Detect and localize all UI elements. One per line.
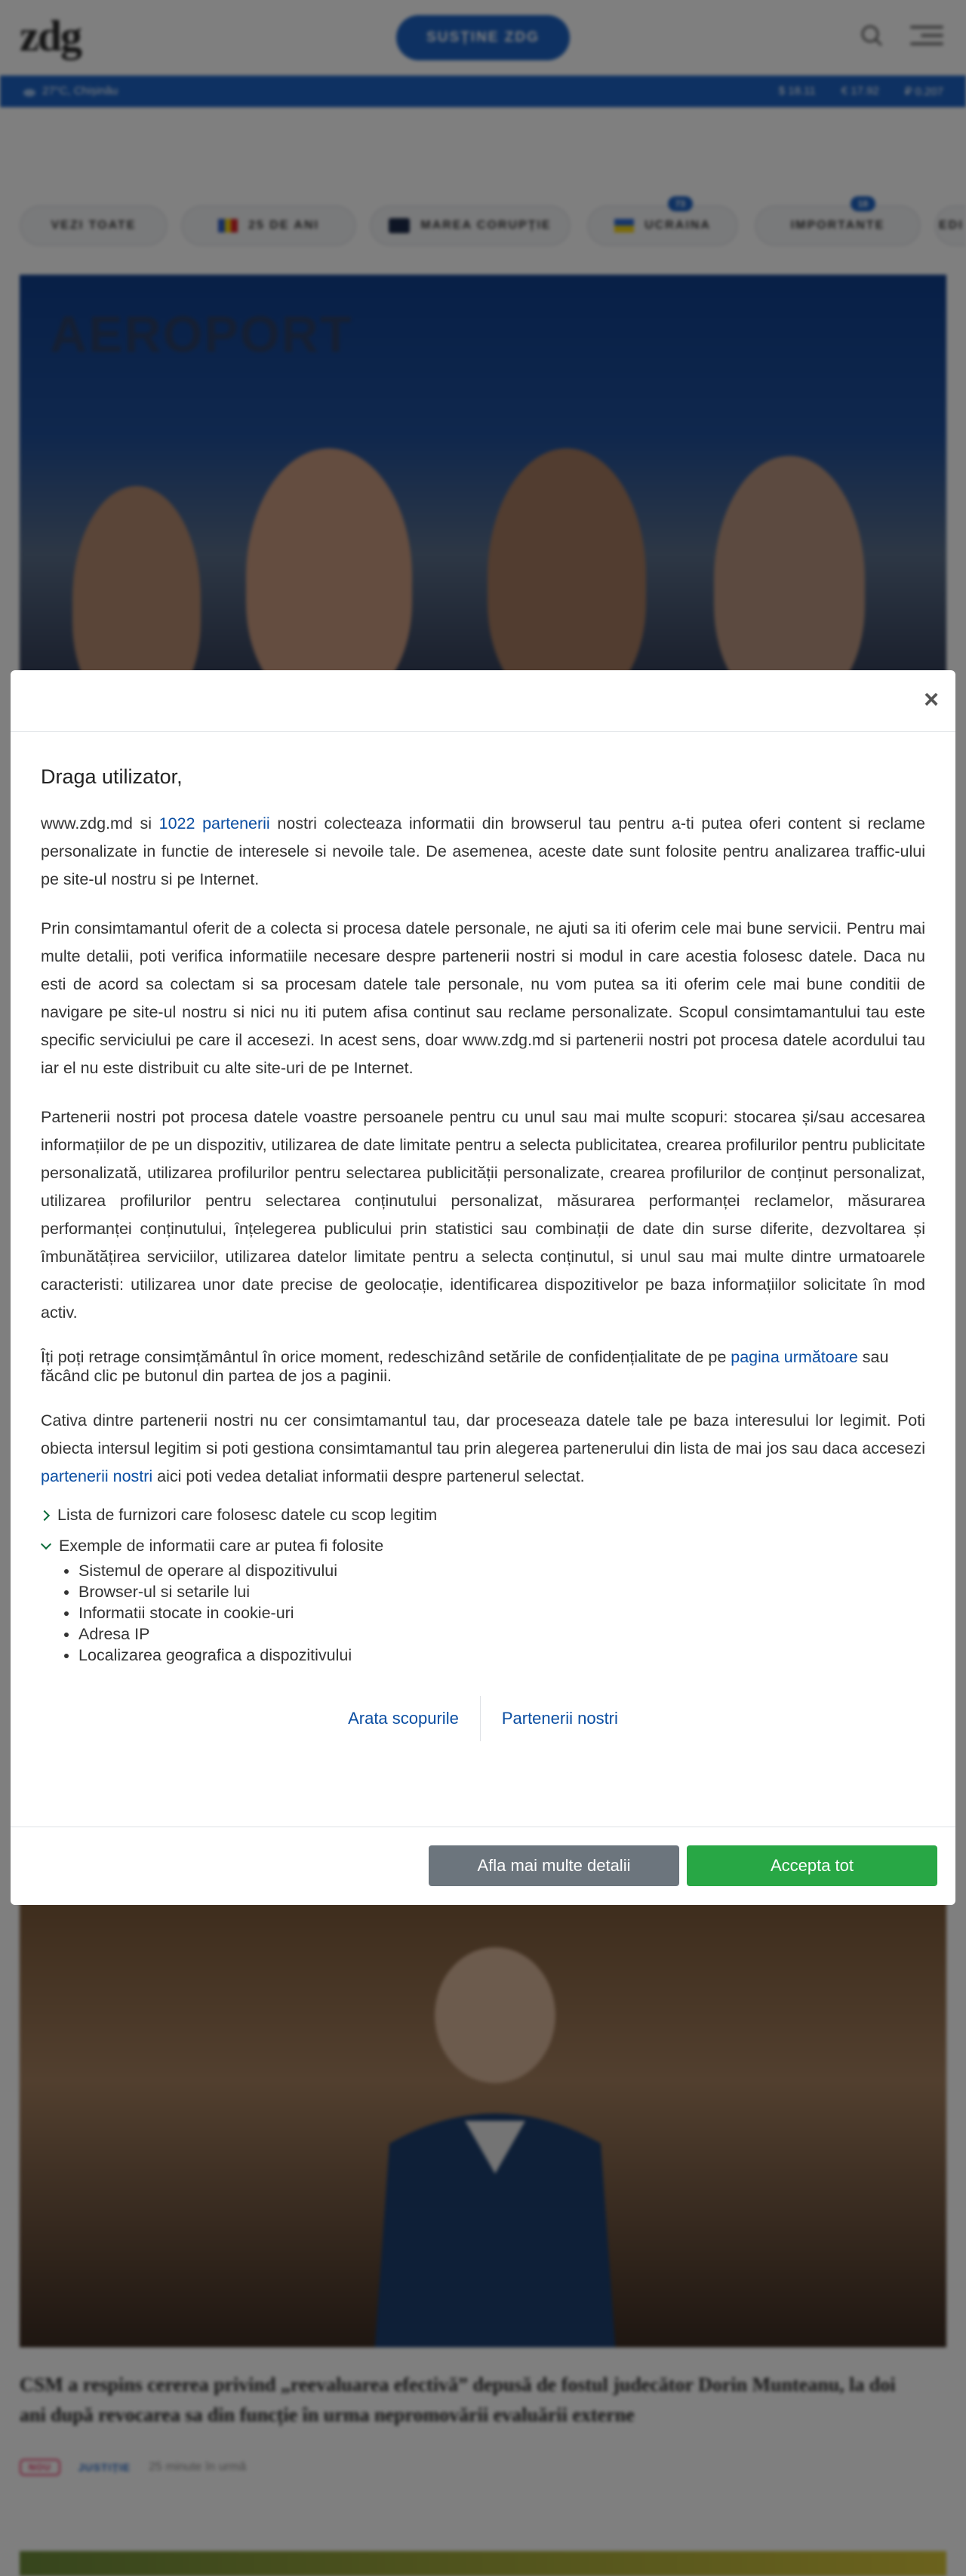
chevron-right-icon: [39, 1510, 50, 1520]
chevron-down-icon: [41, 1538, 51, 1549]
accept-all-button[interactable]: Accepta tot: [687, 1845, 937, 1886]
our-partners-inline-link[interactable]: partenerii nostri: [41, 1467, 153, 1485]
modal-header: [11, 670, 955, 732]
examples-toggle[interactable]: [41, 1537, 925, 1556]
text: nostri colecteaza informatii din browserul tau pentru a-ti putea oferi content si reclame personalizate in functie de interesele si nevoile tale. De asemenea, aceste date sunt folosite pentru analizarea traffic-ului pe site-ul nostru si pe Internet.: [41, 814, 925, 888]
show-purposes-link[interactable]: Arata scopurile: [348, 1709, 459, 1728]
list-item: • Informatii stocate in cookie-uri: [78, 1602, 925, 1623]
list-item: • Localizarea geografica a dispozitivului: [78, 1645, 925, 1666]
more-details-button[interactable]: Afla mai multe detalii: [429, 1845, 679, 1886]
text: Cativa dintre partenerii nostri nu cer consimtamantul tau, dar proceseaza datele tale pe baza interesului lor legimit. Poti obiecta intersul legitim si poti gestiona consimtamantul tau prin alegerea partenerului din lista de mai jos sau daca accesezi: [41, 1411, 925, 1457]
list-item: • Sistemul de operare al dispozitivului: [78, 1560, 925, 1581]
vendors-list-toggle[interactable]: [41, 1506, 925, 1525]
our-partners-link[interactable]: Partenerii nostri: [501, 1709, 618, 1728]
consent-paragraph-3: Partenerii nostri pot procesa datele voastre persoanele pentru cu unul sau mai multe scopuri: stocarea și/sau accesarea informațiilor de pe un dispozitiv, utilizarea de date limitate pentru a selecta publicitatea, crearea profilurilor pentru publicitate personalizată, utilizarea profilurilor pentru selectarea publicității personalizate, crearea profilurilor de conținut personalizat, utilizarea profilurilor pentru selectarea conținutului personalizat, măsurarea performanței reclamelor, măsurarea performanței conținutului, înțelegerea publicului prin statistici sau combinații de date din surse diferite, dezvoltarea și îmbunătățirea serviciilor, utilizarea datelor limitate pentru a selecta conținutul, si unul sau mai multe dintre urmatoarele caracteristi: utilizarea unor date precise de geolocație, identificarea dispozitivelor pe baza informațiilor solicitate în mod activ.: [41, 1108, 925, 1322]
list-item: • Browser-ul si setarile lui: [78, 1581, 925, 1602]
consent-modal: [11, 670, 955, 1905]
next-page-link[interactable]: pagina următoare: [731, 1348, 858, 1366]
toggle-label: Exemple de informatii care ar putea fi folosite: [59, 1537, 384, 1555]
toggle-label: Lista de furnizori care folosesc datele cu scop legitim: [57, 1506, 438, 1524]
consent-paragraph-5: [41, 1407, 925, 1491]
consent-paragraph-2: Prin consimtamantul oferit de a colecta si procesa datele personale, ne ajuti sa iti oferim cele mai bune servicii. Pentru mai multe detalii, poti verifica informatiile necesare despre partenerii nostri si modul in care acestia folosesc datele. Daca nu esti de acord sa colectam si sa procesam datele tale personale, nu vom putea sa iti oferim cele mai bune conditii de navigare pe site-ul nostru si nici nu iti putem afisa continut sau reclame personalizate. Scopul consimtamantului tau este specific serviciului pe care il accesezi. In acest sens, doar www.zdg.md si partenerii nostri pot procesa datele acordului tau iar el nu este distribuit cu alte site-uri de pe Internet.: [41, 919, 925, 1077]
consent-paragraph-1: [41, 810, 925, 894]
partners-count-link[interactable]: 1022 partenerii: [158, 814, 270, 833]
modal-footer: [11, 1827, 955, 1905]
text: Îți poți retrage consimțământul în orice moment, redeschizând setările de confidențialitate de pe: [41, 1348, 731, 1366]
list-item: • Adresa IP: [78, 1623, 925, 1645]
text: sau făcând clic pe butonul din partea de jos a paginii.: [41, 1348, 889, 1385]
text: www.zdg.md si: [41, 814, 159, 833]
consent-paragraph-4: [41, 1348, 925, 1386]
modal-greeting: Draga utilizator,: [41, 765, 183, 788]
close-icon[interactable]: ×: [924, 685, 939, 714]
modal-body: [11, 765, 955, 1741]
text: aici poti vedea detaliat informatii despre partenerul selectat.: [152, 1467, 585, 1485]
modal-links: [41, 1696, 925, 1741]
examples-list: [78, 1560, 925, 1666]
